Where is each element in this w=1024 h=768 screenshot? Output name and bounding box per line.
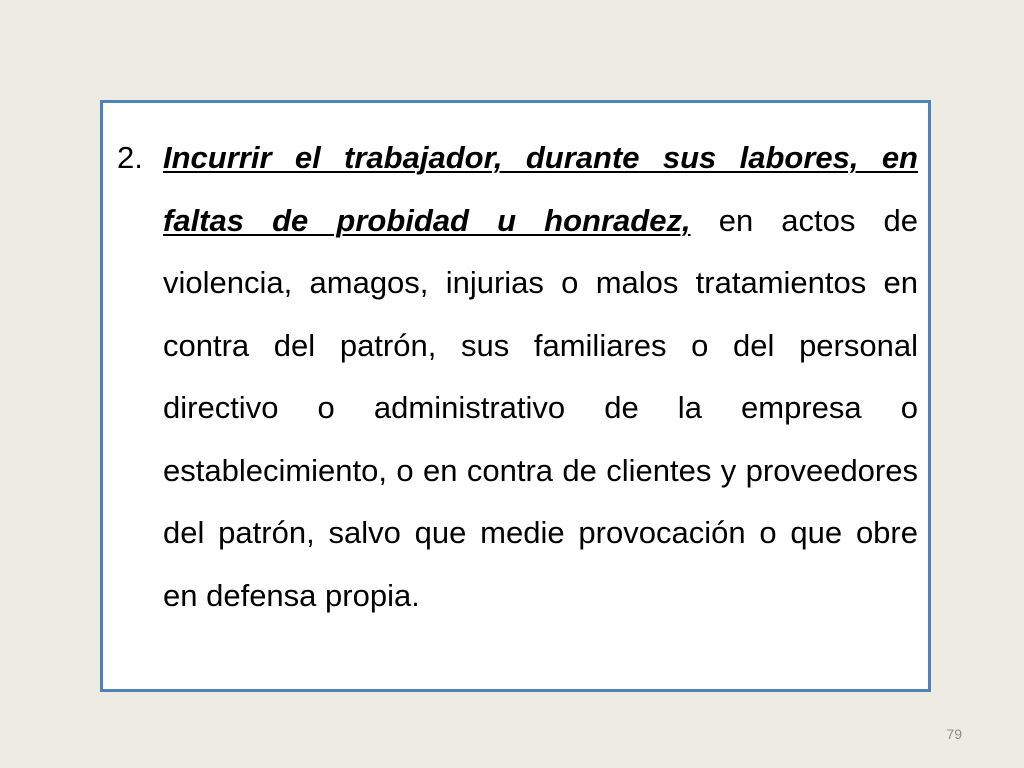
body-text: en actos de violencia, amagos, injurias o malos tratamientos en contra del patrón, sus familiares o del personal directivo o administrativo de la empresa o establecimiento, o en contra de clientes y proveedores del patrón, salvo que medie provocación o que obre en defensa propia. — [163, 202, 918, 613]
item-number: 2. — [117, 140, 143, 175]
paragraph — [163, 127, 918, 627]
page-number: 79 — [946, 726, 962, 742]
emphasized-text: Incurrir el trabajador, durante sus labores, en faltas de probidad u honradez, — [163, 140, 918, 238]
text-box — [100, 100, 931, 692]
